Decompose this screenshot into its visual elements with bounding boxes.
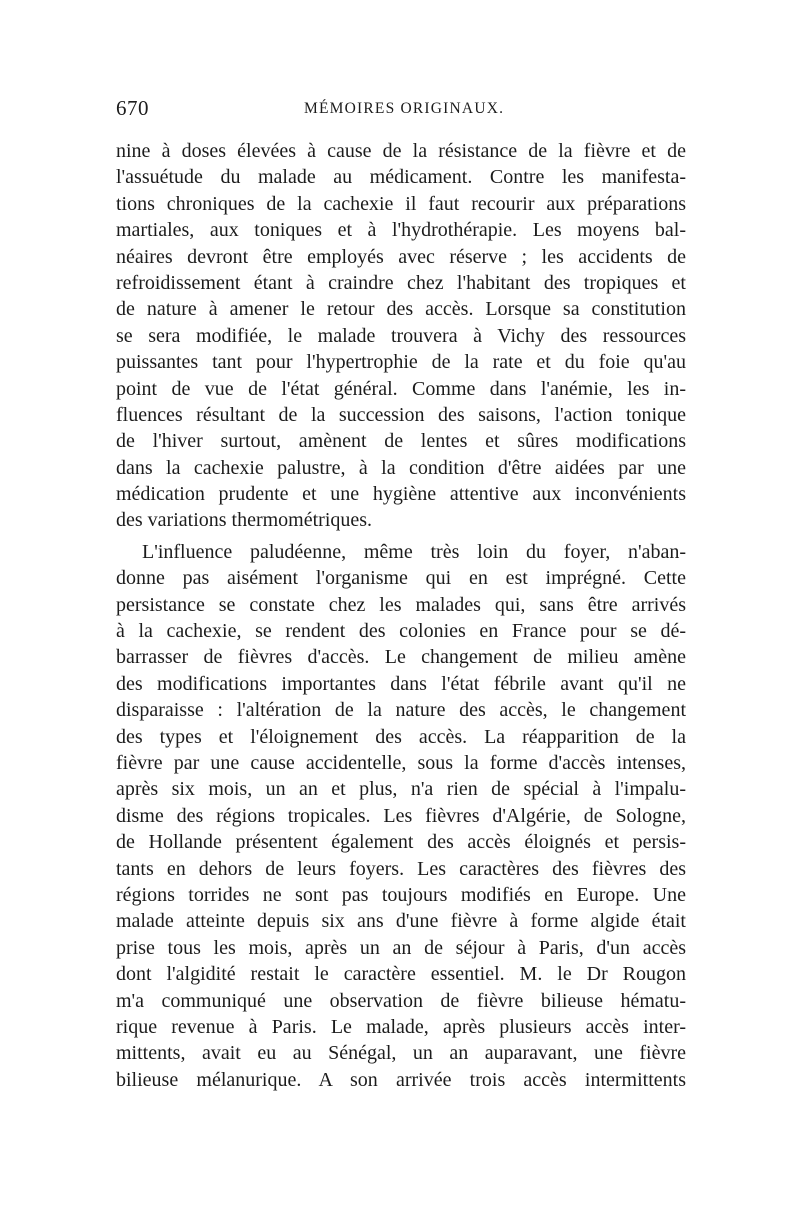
paragraph-1 — [116, 138, 686, 534]
text-line: martiales, aux toniques et à l'hydrothérapie. Les moyens bal- — [116, 219, 686, 242]
text-line: rique revenue à Paris. Le malade, après plusieurs accès inter- — [116, 1015, 686, 1038]
text-line: à la cachexie, se rendent des colonies en France pour se dé- — [116, 620, 686, 643]
running-head: MÉMOIRES ORIGINAUX. — [304, 100, 505, 117]
text-line: des variations thermométriques. — [116, 509, 373, 532]
text-line: nine à doses élevées à cause de la résistance de la fièvre et de — [116, 140, 686, 162]
text-line: dans la cachexie palustre, à la condition d'être aidées par une — [116, 456, 686, 479]
text-line: régions torrides ne sont pas toujours modifiés en Europe. Une — [116, 883, 686, 906]
text-line: prise tous les mois, après un an de séjour à Paris, d'un accès — [116, 936, 686, 959]
text-line: tions chroniques de la cachexie il faut recourir aux préparations — [116, 192, 686, 215]
text-line: de Hollande présentent également des accès éloignés et persis- — [116, 831, 686, 854]
text-line: se sera modifiée, le malade trouvera à Vichy des ressources — [116, 324, 686, 347]
text-line: refroidissement étant à craindre chez l'habitant des tropiques et — [116, 271, 686, 294]
text-line: barrasser de fièvres d'accès. Le changement de milieu amène — [116, 646, 686, 669]
text-line: point de vue de l'état général. Comme dans l'anémie, les in- — [116, 377, 686, 400]
text-line: disme des régions tropicales. Les fièvres d'Algérie, de Sologne, — [116, 804, 686, 827]
text-line: donne pas aisément l'organisme qui en est imprégné. Cette — [116, 567, 686, 590]
text-line: après six mois, un an et plus, n'a rien de spécial à l'impalu- — [116, 778, 686, 801]
text-line: des modifications importantes dans l'état fébrile avant qu'il ne — [116, 672, 686, 695]
text-line: bilieuse mélanurique. A son arrivée trois accès intermittents — [116, 1068, 686, 1091]
text-line: m'a communiqué une observation de fièvre bilieuse hématu- — [116, 989, 686, 1012]
text-line: L'influence paludéenne, même très loin du foyer, n'aban- — [142, 540, 686, 563]
text-line: fluences résultant de la succession des saisons, l'action tonique — [116, 403, 686, 426]
body-text — [116, 138, 686, 1093]
text-line: tants en dehors de leurs foyers. Les caractères des fièvres des — [116, 857, 686, 880]
page-number: 670 — [116, 96, 149, 120]
text-line: de nature à amener le retour des accès. Lorsque sa constitution — [116, 298, 686, 321]
text-line: l'assuétude du malade au médicament. Contre les manifesta- — [116, 166, 686, 189]
text-line: dont l'algidité restait le caractère essentiel. M. le Dr Rougon — [116, 963, 686, 986]
paragraph-2 — [116, 539, 686, 1093]
text-line: néaires devront être employés avec réserve ; les accidents de — [116, 245, 686, 268]
text-line: médication prudente et une hygiène attentive aux inconvénients — [116, 483, 686, 506]
text-line: mittents, avait eu au Sénégal, un an auparavant, une fièvre — [116, 1042, 686, 1065]
page-header — [116, 96, 686, 126]
text-line: puissantes tant pour l'hypertrophie de la rate et du foie qu'au — [116, 351, 686, 374]
text-line: disparaisse : l'altération de la nature des accès, le changement — [116, 699, 686, 722]
text-line: des types et l'éloignement des accès. La réapparition de la — [116, 725, 686, 748]
text-line: persistance se constate chez les malades qui, sans être arrivés — [116, 593, 686, 616]
text-line: malade atteinte depuis six ans d'une fièvre à forme algide était — [116, 910, 686, 933]
text-line: fièvre par une cause accidentelle, sous la forme d'accès intenses, — [116, 751, 686, 774]
text-line: de l'hiver surtout, amènent de lentes et sûres modifications — [116, 430, 686, 453]
